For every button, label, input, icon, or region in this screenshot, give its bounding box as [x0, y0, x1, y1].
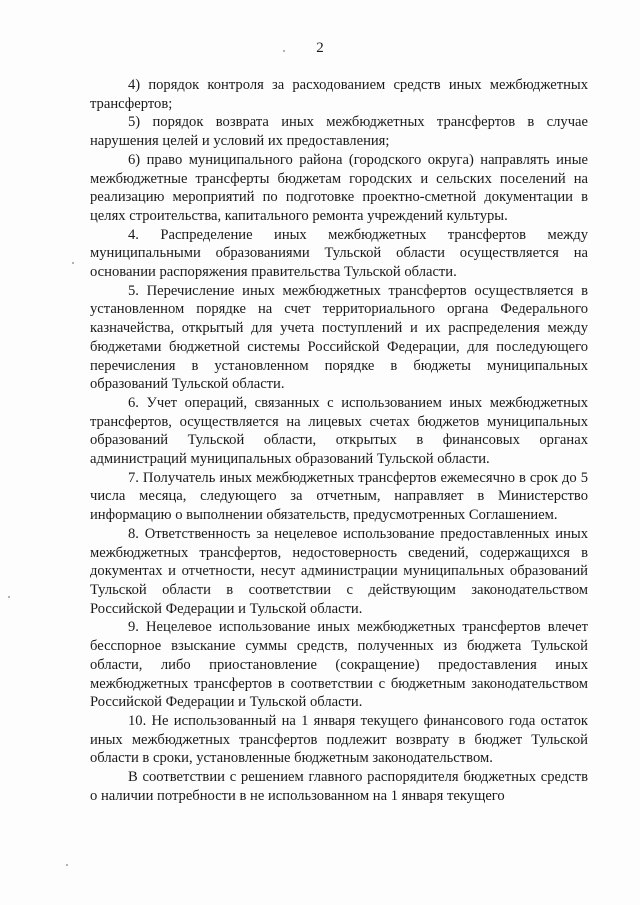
paragraph-section-8: 8. Ответственность за нецелевое использование предоставленных иных межбюджетных трансфертов, недостоверность сведений, содержащихся в документах и отчетности, несут администрации муниципальных образований Тульской области в соответствии с действующим законодательством Российской Федерации и Тульской области. — [90, 525, 588, 617]
paragraph-section-7: 7. Получатель иных межбюджетных трансфертов ежемесячно в срок до 5 числа месяца, следующего за отчетным, направляет в Министерство информацию о выполнении обязательств, предусмотренных Соглашением. — [90, 469, 588, 524]
page-number: 2 — [316, 40, 324, 56]
paragraph-section-6: 6. Учет операций, связанных с использованием иных межбюджетных трансфертов, осуществляется на лицевых счетах бюджетов муниципальных образований Тульской области, открытых в финансовых органах администраций муниципальных образований Тульской области. — [90, 394, 588, 468]
paragraph-section-5: 5. Перечисление иных межбюджетных трансфертов осуществляется в установленном порядке на счет территориального органа Федерального казначейства, открытый для учета поступлений и их распределения между бюджетами бюджетной системы Российской Федерации, для последующего перечисления в установленном порядке в бюджеты муниципальных образований Тульской области. — [90, 282, 588, 393]
paragraph-item-5: 5) порядок возврата иных межбюджетных трансфертов в случае нарушения целей и условий их предоставления; — [90, 114, 588, 150]
scan-speck — [283, 50, 285, 52]
scan-speck — [8, 596, 10, 598]
paragraph-section-10: 10. Не использованный на 1 января текущего финансового года остаток иных межбюджетных трансфертов подлежит возврату в бюджет Тульской области в сроки, установленные бюджетным законодательством. — [90, 712, 588, 767]
paragraph-section-4: 4. Распределение иных межбюджетных трансфертов между муниципальными образованиями Тульской области осуществляется на основании распоряжения правительства Тульской области. — [90, 226, 588, 281]
scan-speck — [66, 864, 68, 866]
paragraph-section-9: 9. Нецелевое использование иных межбюджетных трансфертов влечет бесспорное взыскание суммы средств, полученных из бюджета Тульской области, либо приостановление (сокращение) предоставления иных межбюджетных трансфертов в соответствии с бюджетным законодательством Российской Федерации и Тульской области. — [90, 619, 588, 711]
paragraph-item-6: 6) право муниципального района (городского округа) направлять иные межбюджетные трансферты бюджетам городских и сельских поселений на реализацию мероприятий по подготовке проектно-сметной документации в целях строительства, капитального ремонта учреждений культуры. — [90, 151, 588, 224]
document-body — [90, 76, 588, 805]
paragraph-item-4: 4) порядок контроля за расходованием средств иных межбюджетных трансфертов; — [90, 77, 588, 112]
paragraph-continuation: В соответствии с решением главного распорядителя бюджетных средств о наличии потребности в не использованном на 1 января текущего — [90, 769, 588, 804]
scan-speck — [72, 262, 74, 264]
